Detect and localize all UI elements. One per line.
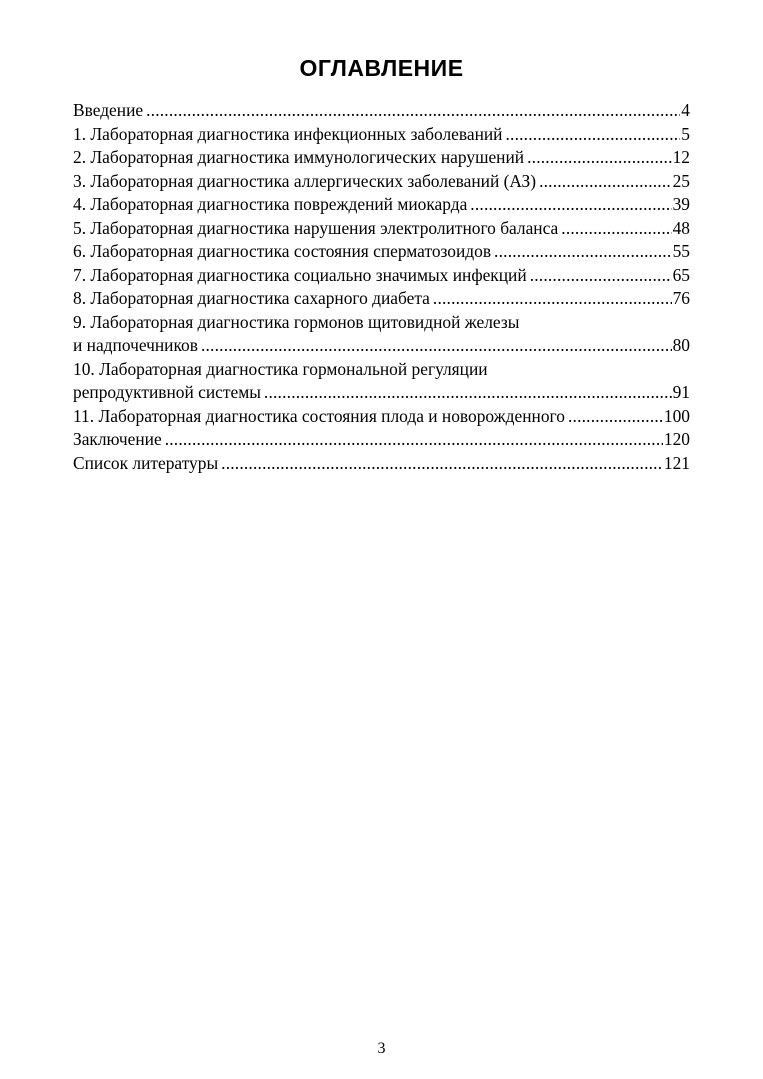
toc-entry-chapter-4[interactable]: [73, 193, 690, 217]
toc-entry-chapter-1[interactable]: [73, 123, 690, 147]
toc-entry-chapter-2[interactable]: [73, 146, 690, 170]
toc-entry-chapter-11[interactable]: [73, 405, 690, 429]
toc-entry-page: 80: [672, 335, 690, 355]
toc-entry-title: 2. Лабораторная диагностика иммунологических нарушений: [73, 147, 525, 167]
toc-entry-chapter-6[interactable]: [73, 240, 690, 264]
toc-dot-leader: [494, 240, 672, 264]
toc-dot-leader: [201, 334, 672, 358]
toc-entry-title: 6. Лабораторная диагностика состояния сперматозоидов: [73, 241, 492, 261]
toc-dot-leader: [165, 428, 663, 452]
toc-dot-leader: [433, 287, 672, 311]
toc-entry-title-line2: репродуктивной системы: [73, 382, 261, 402]
toc-dot-leader: [264, 381, 672, 405]
toc-entry-chapter-8[interactable]: [73, 287, 690, 311]
toc-entry-title: Список литературы: [73, 452, 219, 473]
table-of-contents: [73, 99, 690, 475]
toc-dot-leader: [146, 99, 680, 123]
toc-entry-page: 4: [681, 100, 690, 120]
toc-entry-page: 25: [672, 170, 690, 191]
toc-entry-conclusion[interactable]: [73, 428, 690, 452]
toc-entry-title-line1: 10. Лабораторная диагностика гормональной регуляции: [73, 358, 488, 379]
toc-entry-chapter-5[interactable]: [73, 217, 690, 241]
page-number: 3: [377, 1040, 386, 1057]
toc-dot-leader: [221, 452, 663, 476]
toc-entry-chapter-10[interactable]: [73, 358, 690, 405]
toc-entry-title: 11. Лабораторная диагностика состояния плода и новорожденного: [73, 405, 565, 426]
toc-entry-title: 8. Лабораторная диагностика сахарного диабета: [73, 288, 430, 308]
toc-dot-leader: [561, 217, 671, 241]
toc-dot-leader: [470, 193, 671, 217]
toc-entry-title: Заключение: [73, 429, 162, 449]
toc-entry-chapter-7[interactable]: [73, 264, 690, 288]
toc-entry-title: 5. Лабораторная диагностика нарушения электролитного баланса: [73, 217, 559, 238]
toc-entry-title: 4. Лабораторная диагностика повреждений миокарда: [73, 194, 468, 214]
toc-dot-leader: [505, 123, 680, 147]
toc-dot-leader: [527, 146, 672, 170]
toc-entry-introduction[interactable]: [73, 99, 690, 123]
toc-entry-page: 48: [672, 217, 690, 238]
toc-entry-page: 65: [672, 264, 690, 285]
toc-entry-page: 5: [681, 123, 690, 144]
toc-entry-page: 121: [663, 452, 690, 473]
toc-entry-title: Введение: [73, 100, 144, 120]
toc-entry-page: 55: [672, 241, 690, 261]
toc-entry-chapter-3[interactable]: [73, 170, 690, 194]
toc-entry-references[interactable]: [73, 452, 690, 476]
toc-entry-title: 3. Лабораторная диагностика аллергических заболеваний (АЗ): [73, 170, 537, 191]
toc-entry-page: 120: [663, 429, 690, 449]
toc-dot-leader: [539, 170, 672, 194]
toc-entry-page: 39: [672, 194, 690, 214]
toc-dot-leader: [568, 405, 663, 429]
toc-entry-page: 76: [672, 288, 690, 308]
page-title: ОГЛАВЛЕНИЕ: [299, 55, 464, 81]
toc-entry-chapter-9[interactable]: [73, 311, 690, 358]
toc-entry-title-line1: 9. Лабораторная диагностика гормонов щитовидной железы: [73, 311, 520, 332]
toc-entry-title: 7. Лабораторная диагностика социально значимых инфекций: [73, 264, 527, 285]
toc-entry-page: 100: [663, 405, 690, 426]
toc-entry-page: 12: [672, 147, 690, 167]
toc-entry-title-line2: и надпочечников: [73, 335, 198, 355]
toc-entry-title: 1. Лабораторная диагностика инфекционных заболеваний: [73, 123, 503, 144]
toc-entry-page: 91: [672, 382, 690, 402]
toc-dot-leader: [530, 264, 672, 288]
